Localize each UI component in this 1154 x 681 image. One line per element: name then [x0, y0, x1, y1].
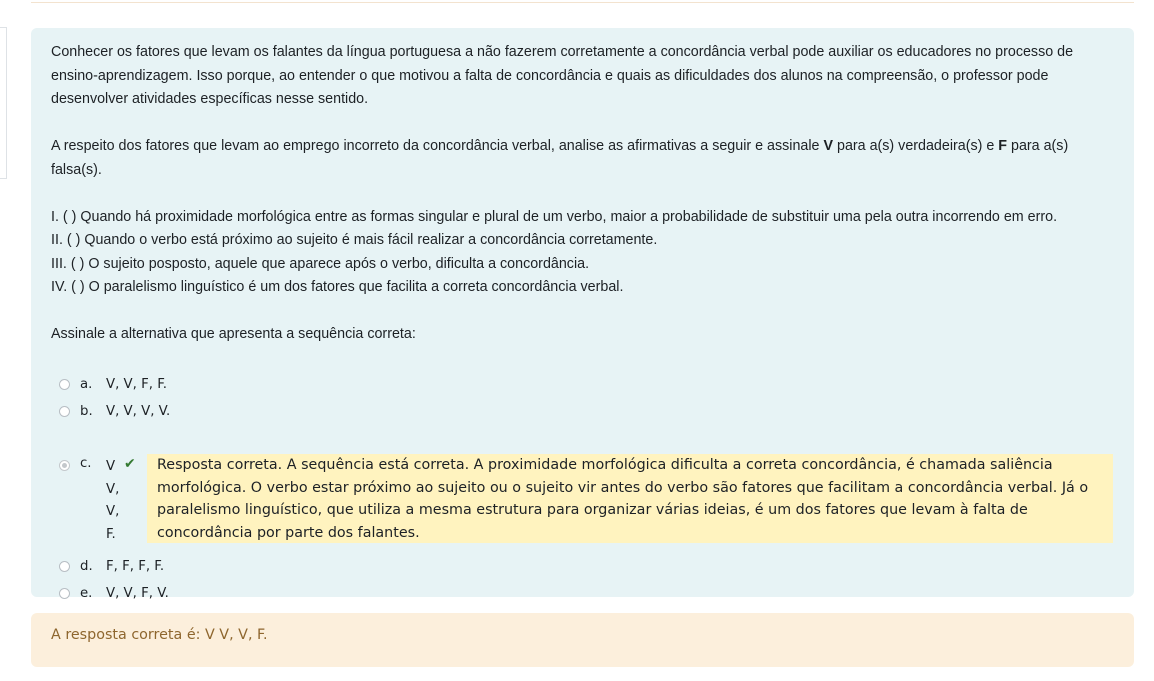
- question-prompt: Assinale a alternativa que apresenta a sequência correta:: [51, 326, 416, 342]
- question-card: [31, 28, 1134, 601]
- answer-letter: b.: [80, 403, 93, 419]
- false-label: F: [998, 138, 1008, 154]
- answer-text: F, F, F, F.: [106, 558, 165, 574]
- check-icon: ✔: [124, 456, 136, 472]
- question-intro: Conhecer os fatores que levam os falantes da língua portuguesa a não fazerem corretamente a concordância verbal pode auxiliar os educadores no processo de ensino-aprendizagem. Isso porque, ao entender o que motivou a falta de concordância e quais as dificuldades dos alunos na compreensão, o professor pode desenvolver atividades específicas nesse sentido.: [51, 44, 1074, 107]
- radio-a[interactable]: [59, 379, 70, 390]
- answer-letter: c.: [80, 456, 92, 471]
- top-divider: [31, 0, 1134, 3]
- answer-option-d[interactable]: [59, 555, 164, 577]
- answer-option-c[interactable]: [59, 454, 1119, 546]
- side-info-box: [0, 27, 7, 179]
- right-answer-text: A resposta correta é: V V, V, F.: [51, 627, 268, 643]
- radio-c-selected[interactable]: [59, 460, 70, 471]
- answer-letter: e.: [80, 585, 93, 601]
- statement-2: II. ( ) Quando o verbo está próximo ao sujeito é mais fácil realizar a concordância corretamente.: [51, 232, 658, 248]
- answer-letter: d.: [80, 558, 93, 574]
- question-instruction: A respeito dos fatores que levam ao emprego incorreto da concordância verbal, analise as afirmativas a seguir e assinale V para a(s) verdadeira(s) e F para a(s) falsa(s).: [51, 138, 1069, 178]
- answer-text: V, V, F, F.: [106, 376, 167, 392]
- answer-text: V, V, V, V.: [106, 403, 171, 419]
- question-text: [51, 41, 1121, 347]
- right-answer-box: [31, 613, 1134, 667]
- radio-e[interactable]: [59, 588, 70, 599]
- answer-letter: a.: [80, 376, 93, 392]
- radio-b[interactable]: [59, 406, 70, 417]
- answer-option-b[interactable]: [59, 400, 170, 422]
- answer-option-e[interactable]: [59, 582, 169, 604]
- answer-text: V V, V, F.: [106, 459, 120, 542]
- answer-option-a[interactable]: [59, 373, 167, 395]
- statement-3: III. ( ) O sujeito posposto, aquele que aparece após o verbo, dificulta a concordância.: [51, 255, 590, 272]
- radio-d[interactable]: [59, 561, 70, 572]
- true-label: V: [823, 138, 834, 154]
- statement-4: IV. ( ) O paralelismo linguístico é um dos fatores que facilita a correta concordância verbal.: [51, 279, 624, 295]
- feedback-correct: Resposta correta. A sequência está correta. A proximidade morfológica dificulta a correta concordância, é chamada saliência morfológica. O verbo estar próximo ao sujeito ou o sujeito vir antes do verbo são fatores que facilitam a concordância verbal. Já o paralelismo linguístico, que utiliza a mesma estrutura para organizar várias ideias, é um dos fatores que levam à falta de concordância por parte dos falantes.: [147, 454, 1113, 543]
- answer-text: V, V, F, V.: [106, 585, 169, 601]
- statement-1: I. ( ) Quando há proximidade morfológica entre as formas singular e plural de um verbo, maior a probabilidade de substituir uma pela outra incorrendo em erro.: [51, 208, 1058, 225]
